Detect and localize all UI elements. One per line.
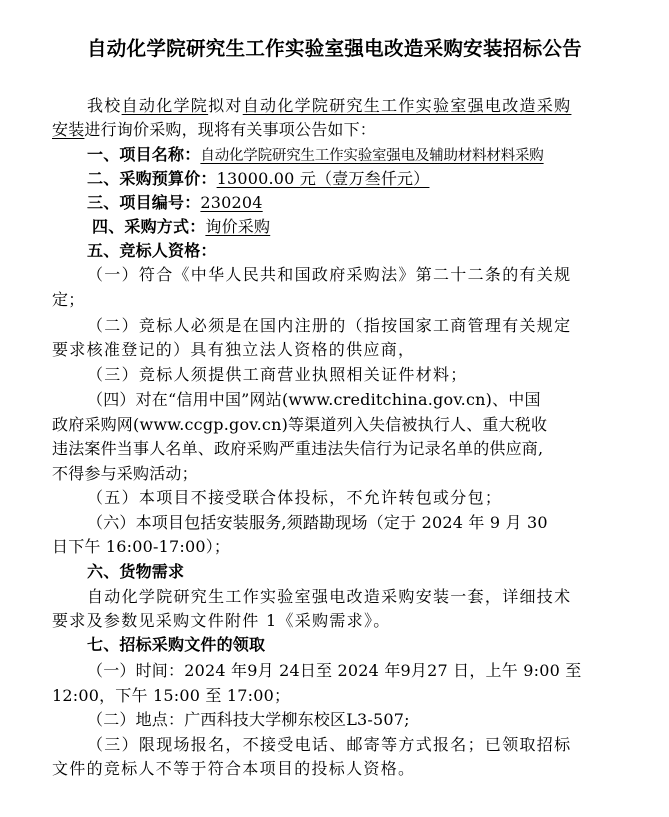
- goods-text-line-2: 要求及参数见采购文件附件 1《采购需求》。: [52, 611, 391, 630]
- documents-time-line-2: 12:00，下午 15:00 至 17:00；: [52, 686, 291, 705]
- documents-registration-line-2: 文件的竞标人不等于符合本项目的投标人资格。: [52, 759, 416, 778]
- intro-line-1: 我校自动化学院拟对自动化学院研究生工作实验室强电改造采购: [87, 96, 572, 115]
- qualification-5: （五）本项目不接受联合体投标，不允许转包或分包；: [87, 488, 503, 507]
- item-project-number: 三、项目编号：230204: [87, 193, 263, 212]
- documents-location: （二）地点：广西科技大学柳东校区L3-507;: [87, 710, 410, 729]
- qualification-4-line-1: （四）对在“信用中国”网站(www.creditchina.gov.cn)、中国: [87, 390, 541, 409]
- project-name-value: 自动化学院研究生工作实验室强电及辅助材料材料采购: [200, 148, 544, 164]
- qualification-4-line-4: 不得参与采购活动；: [52, 464, 198, 483]
- item-project-name: 一、项目名称：自动化学院研究生工作实验室强电及辅助材料材料采购: [87, 145, 544, 164]
- qualification-1-line-1: （一）符合《中华人民共和国政府采购法》第二十二条的有关规: [87, 265, 572, 284]
- qualification-6-line-2: 日下午 16:00-17:00）；: [52, 537, 231, 556]
- item-procurement-method: 四、采购方式：询价采购: [92, 217, 271, 236]
- goods-text-line-1: 自动化学院研究生工作实验室强电改造采购安装一套，详细技术: [87, 587, 572, 606]
- qualification-4-line-2: 政府采购网(www.ccgp.gov.cn)等渠道列入失信被执行人、重大税收: [52, 415, 548, 434]
- qualification-2-line-1: （二）竞标人必须是在国内注册的（指按国家工商管理有关规定: [87, 316, 572, 335]
- documents-registration-line-1: （三）限现场报名，不接受电话、邮寄等方式报名；已领取招标: [87, 735, 572, 754]
- qualification-6-line-1: （六）本项目包括安装服务,须踏勘现场（定于 2024 年 9 月 30: [87, 513, 548, 532]
- qualification-2-line-2: 要求核准登记的）具有独立法人资格的供应商，: [52, 340, 416, 359]
- org-name: 自动化学院: [121, 96, 209, 115]
- item-budget: 二、采购预算价：13000.00 元（壹万叁仟元）: [87, 169, 430, 188]
- qualification-1-line-2: 定；: [52, 290, 85, 309]
- qualification-3: （三）竞标人须提供工商营业执照相关证件材料；: [87, 365, 468, 384]
- item-qualification-heading: 五、竞标人资格：: [87, 241, 217, 260]
- item-goods-heading: 六、货物需求: [87, 562, 185, 581]
- documents-time-line-1: （一）时间：2024 年9月 24日至 2024 年9月27 日，上午 9:00 至: [87, 661, 582, 680]
- qualification-4-line-3: 违法案件当事人名单、政府采购严重违法失信行为记录名单的供应商,: [52, 439, 544, 458]
- item-documents-heading: 七、招标采购文件的领取: [87, 635, 266, 654]
- page-title: 自动化学院研究生工作实验室强电改造采购安装招标公告: [86, 37, 582, 60]
- intro-line-2: 安装进行询价采购，现将有关事项公告如下：: [52, 120, 377, 139]
- project-number-value: 230204: [200, 193, 263, 212]
- procurement-method-value: 询价采购: [205, 217, 271, 236]
- budget-value: 13000.00 元（壹万叁仟元）: [216, 169, 430, 188]
- project-name-inline: 自动化学院研究生工作实验室强电改造采购: [242, 96, 572, 115]
